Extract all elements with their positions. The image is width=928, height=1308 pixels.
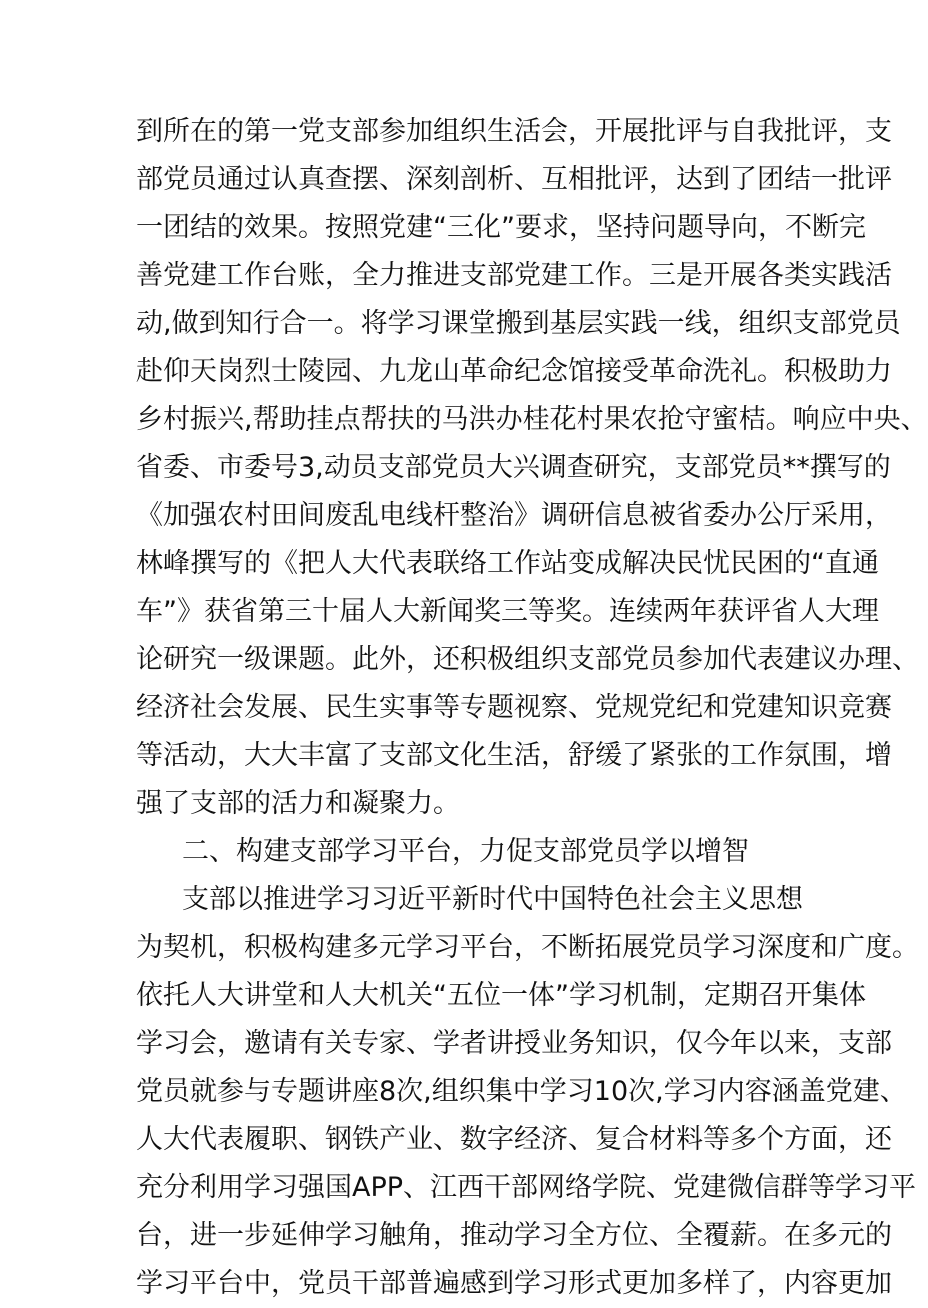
text-line-6: 赴仰天岗烈士陵园、九龙山革命纪念馆接受革命洗礼。积极助力	[136, 356, 892, 387]
text-line-13: 经济社会发展、民生实事等专题视察、党规党纪和党建知识竞赛	[136, 692, 892, 723]
text-line-9: 《加强农村田间废乱电线杆整治》调研信息被省委办公厅采用，	[136, 500, 892, 531]
text-line-4: 善党建工作台账，全力推进支部党建工作。三是开展各类实践活	[136, 260, 892, 291]
text-line-7: 乡村振兴,帮助挂点帮扶的马洪办桂花村果农抢守蜜桔。响应中央、	[136, 404, 928, 435]
section-heading: 二、构建支部学习平台，力促支部党员学以增智	[182, 836, 749, 867]
text-line-17: 支部以推进学习习近平新时代中国特色社会主义思想	[182, 884, 803, 915]
text-line-5: 动,做到知行合一。将学习课堂搬到基层实践一线，组织支部党员	[136, 308, 901, 339]
text-line-8: 省委、市委号3,动员支部党员大兴调查研究，支部党员**撰写的	[136, 452, 891, 483]
text-line-1: 到所在的第一党支部参加组织生活会，开展批评与自我批评，支	[136, 116, 892, 147]
text-line-14: 等活动，大大丰富了支部文化生活，舒缓了紧张的工作氛围，增	[136, 740, 892, 771]
text-line-25: 学习平台中，党员干部普遍感到学习形式更加多样了，内容更加	[136, 1268, 892, 1299]
text-line-12: 论研究一级课题。此外，还积极组织支部党员参加代表建议办理、	[136, 644, 919, 675]
text-line-22: 人大代表履职、钢铁产业、数字经济、复合材料等多个方面，还	[136, 1124, 892, 1155]
text-line-10: 林峰撰写的《把人大代表联络工作站变成解决民忧民困的“直通	[136, 548, 879, 579]
text-line-18: 为契机，积极构建多元学习平台，不断拓展党员学习深度和广度。	[136, 932, 919, 963]
text-line-11: 车”》获省第三十届人大新闻奖三等奖。连续两年获评省人大理	[136, 596, 879, 627]
text-line-23: 充分利用学习强国APP、江西干部网络学院、党建微信群等学习平	[136, 1172, 917, 1203]
document-body	[136, 108, 928, 1308]
text-line-24: 台，进一步延伸学习触角，推动学习全方位、全覆薪。在多元的	[136, 1220, 892, 1251]
text-line-2: 部党员通过认真查摆、深刻剖析、互相批评，达到了团结一批评	[136, 164, 892, 195]
text-line-15: 强了支部的活力和凝聚力。	[136, 788, 460, 819]
text-line-21: 党员就参与专题讲座8次,组织集中学习10次,学习内容涵盖党建、	[136, 1076, 907, 1107]
text-line-20: 学习会，邀请有关专家、学者讲授业务知识，仅今年以来，支部	[136, 1028, 892, 1059]
text-line-3: 一团结的效果。按照党建“三化”要求，坚持问题导向，不断完	[136, 212, 866, 243]
text-line-19: 依托人大讲堂和人大机关“五位一体”学习机制，定期召开集体	[136, 980, 866, 1011]
